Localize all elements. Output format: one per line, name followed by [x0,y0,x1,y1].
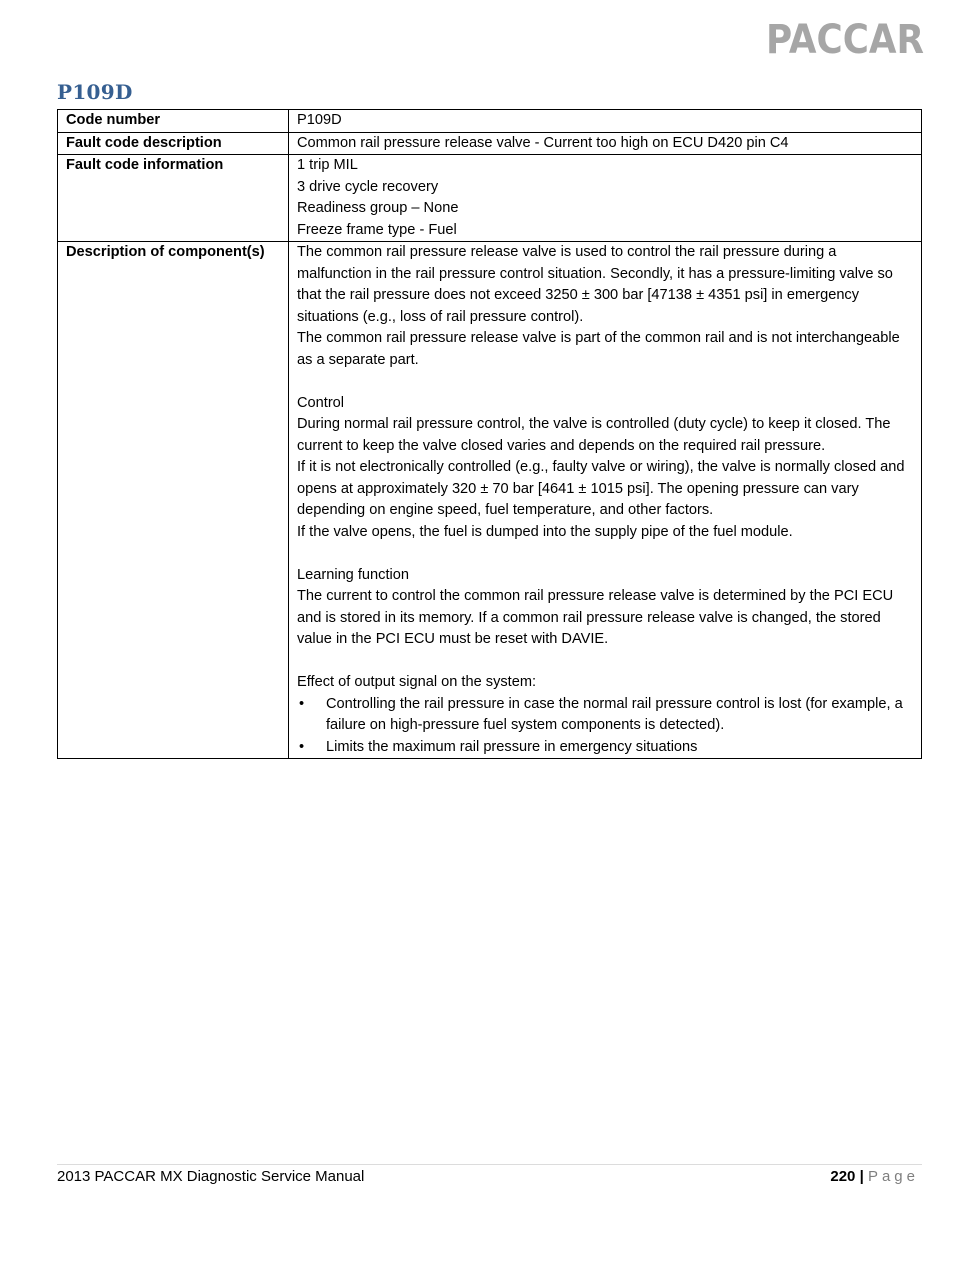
spacer [297,651,913,673]
page-number: 220 [830,1168,856,1185]
component-paragraph: The common rail pressure release valve is part of the common rail and is not interchangeable as a separate part. [297,330,900,368]
row-value [289,110,922,133]
page-label: Page [867,1168,919,1185]
spacer [297,371,913,393]
row-value [289,155,922,242]
row-value [289,132,922,155]
spacer [297,543,913,565]
row-label: Code number [58,110,289,133]
learning-title: Learning function [297,566,409,583]
learning-paragraph: The current to control the common rail pressure release valve is determined by the PCI ECU and is stored in its memory. If a common rail pressure release valve is changed, the stored value in the PCI ECU must be reset with DAVIE. [297,588,894,647]
control-title: Control [297,394,345,411]
table-row [58,242,922,759]
footer-page-info [830,1168,919,1185]
code-number-value: P109D [297,112,342,128]
component-paragraph: The common rail pressure release valve is used to control the rail pressure during a malfunction in the rail pressure control situation. Secondly, it has a pressure-limiting valve so that the rail pressure does not exceed 3250 ± 300 bar [47138 ± 4351 psi] in emergency situations (e.g., loss of rail pressure control). [297,244,893,325]
control-paragraph: If the valve opens, the fuel is dumped into the supply pipe of the fuel module. [297,523,793,540]
footer-divider [57,1164,922,1165]
page-separator: | [859,1168,864,1185]
list-item: • Controlling the rail pressure in case the normal rail pressure control is lost (for example, a failure on high-pressure fuel system components is detected). [297,694,913,737]
footer-manual-title: 2013 PACCAR MX Diagnostic Service Manual [57,1168,365,1185]
paccar-logo-text: PACCAR [766,17,924,63]
table-row [58,132,922,155]
table-row [58,155,922,242]
row-value [289,242,922,759]
info-line: Freeze frame type - Fuel [297,221,457,238]
info-line: 3 drive cycle recovery [297,178,439,195]
list-item: • Limits the maximum rail pressure in emergency situations [297,737,913,759]
row-label: Fault code description [58,132,289,155]
fault-code-heading: P109D [57,80,133,104]
info-line: 1 trip MIL [297,157,358,173]
effect-bullet-list [297,694,913,759]
paccar-logo [766,17,924,63]
table-row [58,110,922,133]
description-value: Common rail pressure release valve - Current too high on ECU D420 pin C4 [297,134,789,151]
row-label: Description of component(s) [58,242,289,759]
row-label: Fault code information [58,155,289,242]
control-paragraph: If it is not electronically controlled (e.g., faulty valve or wiring), the valve is normally closed and opens at approximately 320 ± 70 bar [4641 ± 1015 psi]. The opening pressure can vary depending on engine speed, fuel temperature, and other factors. [297,459,905,518]
control-paragraph: During normal rail pressure control, the valve is controlled (duty cycle) to keep it closed. The current to keep the valve closed varies and depends on the required rail pressure. [297,416,891,454]
info-line: Readiness group – None [297,200,459,216]
effect-title: Effect of output signal on the system: [297,674,537,690]
fault-code-table [57,109,922,759]
